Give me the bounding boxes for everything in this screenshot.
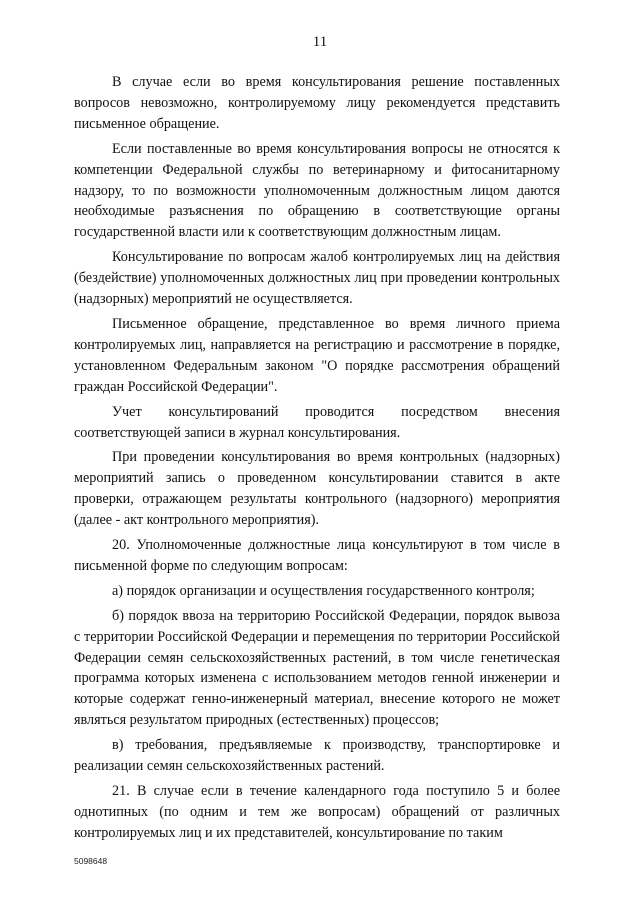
paragraph-item-21: 21. В случае если в течение календарного года поступило 5 и более однотипных (по одним и тем же вопросам) обращений от различных контролируемых лиц и их представителей, консультирование по таким — [74, 783, 560, 841]
paragraph-1: В случае если во время консультирования решение поставленных вопросов невозможно, контролируемому лицу рекомендуется представить письменное обращение. — [74, 74, 560, 132]
document-body — [74, 72, 560, 848]
paragraph-6: При проведении консультирования во время контрольных (надзорных) мероприятий запись о проведенном консультировании ставится в акте проверки, отражающем результаты контрольного (надзорного) мероприятия (далее - акт контрольного мероприятия). — [74, 449, 560, 529]
list-item-v: в) требования, предъявляемые к производству, транспортировке и реализации семян сельскохозяйственных растений. — [74, 737, 560, 775]
page-number: 11 — [312, 34, 328, 50]
paragraph-4: Письменное обращение, представленное во время личного приема контролируемых лиц, направляется на регистрацию и рассмотрение в порядке, установленном Федеральным законом "О порядке рассмотрения обращений граждан Российской Федерации". — [74, 315, 560, 395]
paragraph-5: Учет консультирований проводится посредством внесения соответствующей записи в журнал консультирования. — [74, 403, 560, 441]
paragraph-3: Консультирование по вопросам жалоб контролируемых лиц на действия (бездействие) уполномоченных должностных лиц при проведении контрольных (надзорных) мероприятий не осуществляется. — [74, 249, 560, 308]
paragraph-2: Если поставленные во время консультирования вопросы не относятся к компетенции Федеральной службы по ветеринарному и фитосанитарному надзору, то по возможности уполномоченным должностным лицом даются необходимые разъяснения по обращению в соответствующие органы государственной власти или к соответствующим должностным лицам. — [74, 140, 560, 241]
list-item-b: б) порядок ввоза на территорию Российской Федерации, порядок вывоза с территории Российской Федерации и перемещения по территории Российской Федерации семян сельскохозяйственных растений, в том числе генетическая программа которых изменена с использованием методов генной инженерии и которые содержат генно-инженерный материал, внесение которого не может являться результатом природных (естественных) процессов; — [74, 607, 560, 729]
list-item-a: а) порядок организации и осуществления государственного контроля; — [112, 582, 535, 599]
paragraph-item-20: 20. Уполномоченные должностные лица консультируют в том числе в письменной форме по следующим вопросам: — [74, 537, 560, 574]
document-code: 5098648 — [74, 856, 108, 866]
